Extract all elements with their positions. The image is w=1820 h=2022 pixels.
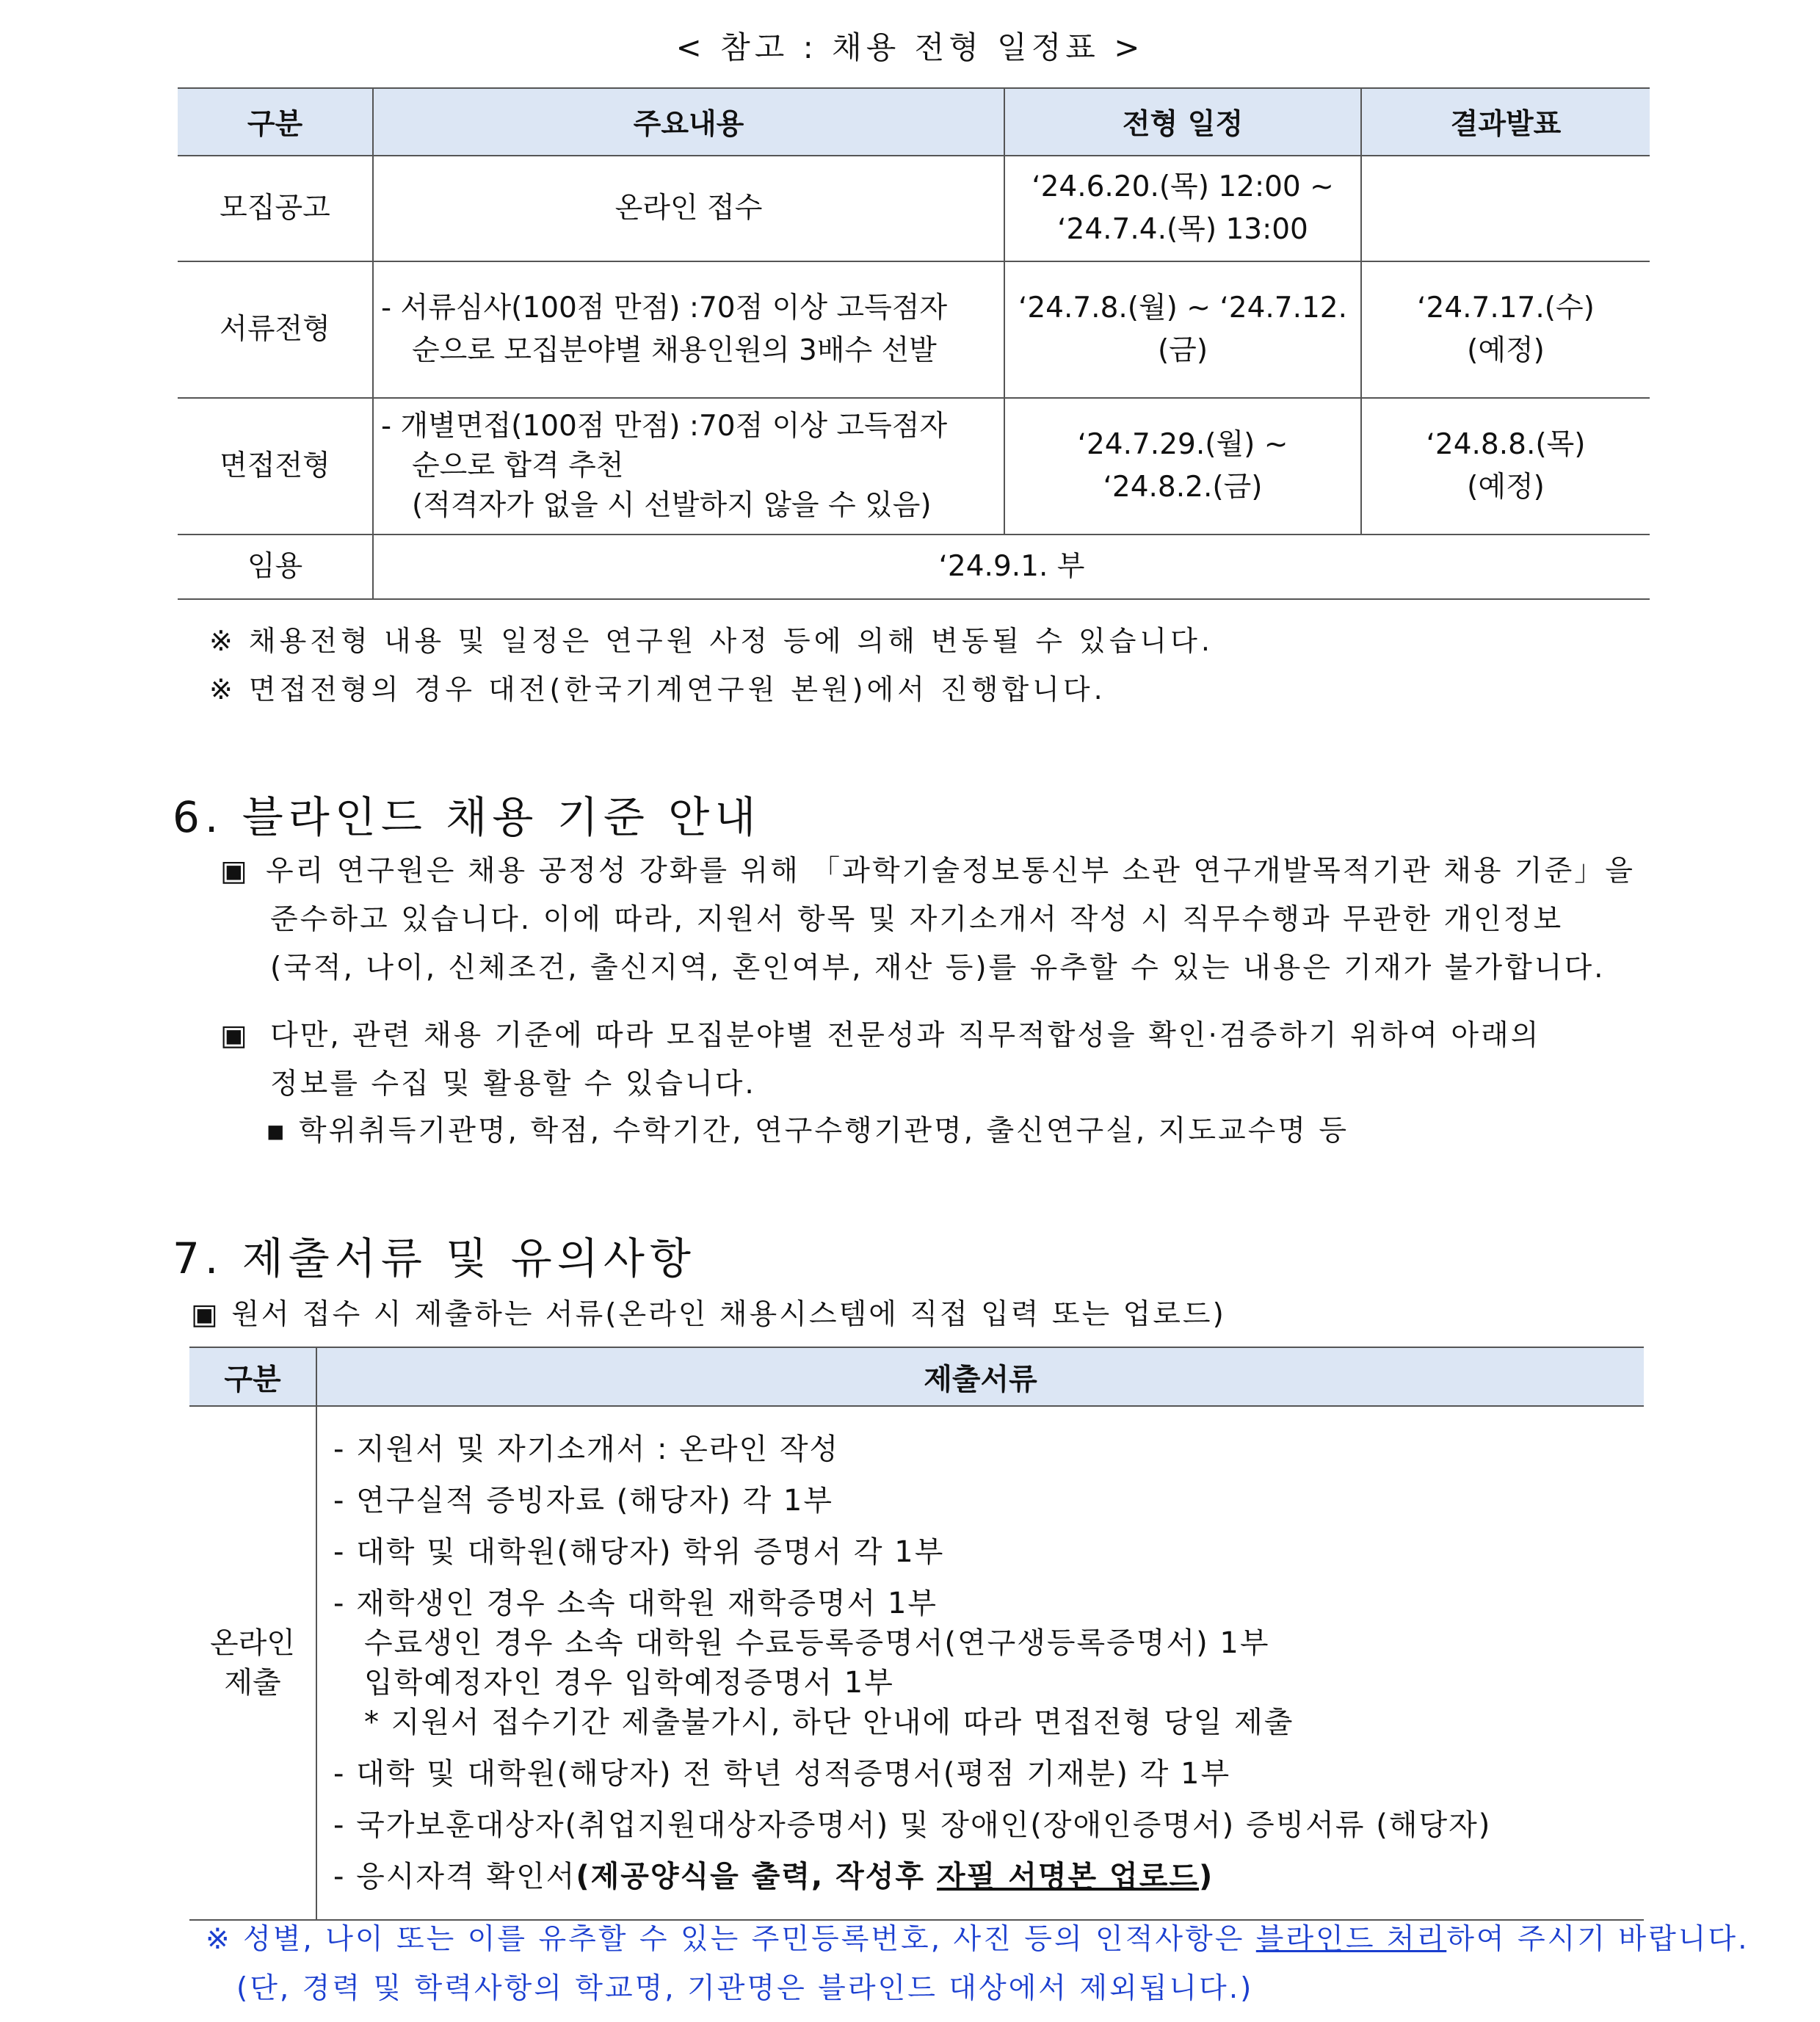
document-line: 수료생인 경우 소속 대학원 수료등록증명서(연구생등록증명서) 1부 (364, 1626, 1270, 1660)
document-item: - 국가보훈대상자(취업지원대상자증명서) 및 장애인(장애인증명서) 증빙서류 (해당자) (333, 1808, 1492, 1842)
document-item: - 연구실적 증빙자료 (해당자) 각 1부 (333, 1484, 833, 1518)
result-line: ‘24.8.8.(목) (1426, 428, 1586, 461)
content-cell (373, 261, 1004, 398)
table-row (178, 261, 1650, 398)
table-row (189, 1406, 1644, 1920)
document-item: - 대학 및 대학원(해당자) 전 학년 성적증명서(평점 기재분) 각 1부 (333, 1757, 1231, 1791)
table-row (178, 398, 1650, 535)
date-line: ‘24.7.29.(월) ~ (1077, 428, 1288, 461)
stage-cell: 임용 (178, 535, 373, 599)
paragraph-line: 다만, 관련 채용 기준에 따라 모집분야별 전문성과 직무적합성을 확인·검증하기 위하여 아래의 (270, 1019, 1541, 1052)
result-cell (1361, 261, 1650, 398)
category-line: 온라인 (210, 1626, 295, 1660)
schedule-caption: < 참고 : 채용 전형 일정표 > (675, 29, 1145, 65)
blind-note-prefix: ※ 성별, 나이 또는 이를 유추할 수 있는 주민등록번호, 사진 등의 인적사항은 (206, 1923, 1256, 1956)
column-header: 구분 (189, 1347, 316, 1406)
content-line: (적격자가 없을 시 선발하지 않을 수 있음) (412, 489, 932, 522)
content-cell (373, 398, 1004, 535)
bold-text: 제공양식을 출력, 작성후 (590, 1860, 937, 1894)
dates-cell (1004, 398, 1361, 535)
document-item (333, 1578, 1644, 1748)
blind-note (206, 1916, 1750, 1957)
table-header-row (178, 88, 1650, 156)
document-item: - 대학 및 대학원(해당자) 학위 증명서 각 1부 (333, 1535, 945, 1569)
column-header: 전형 일정 (1004, 88, 1361, 156)
dates-cell (1004, 156, 1361, 261)
column-header: 주요내용 (373, 88, 1004, 156)
date-line: ‘24.8.2.(금) (1103, 471, 1263, 504)
category-line: 제출 (224, 1666, 281, 1700)
document-item: - 지원서 및 자기소개서 : 온라인 작성 (333, 1432, 840, 1466)
result-line: ‘24.7.17.(수) (1417, 291, 1595, 325)
date-line: ‘24.7.4.(목) 13:00 (1057, 213, 1308, 246)
content-line: - 개별면접(100점 만점) :70점 이상 고득점자 (381, 410, 948, 443)
column-header: 구분 (178, 88, 373, 156)
schedule-table (178, 87, 1650, 600)
paren-close: ) (1198, 1860, 1214, 1894)
result-cell (1361, 156, 1650, 261)
blind-note-line2: (단, 경력 및 학력사항의 학교명, 기관명은 블라인드 대상에서 제외됩니다.) (236, 1972, 1254, 2005)
paren-open: ( (576, 1860, 591, 1894)
column-header: 결과발표 (1361, 88, 1650, 156)
document-line: * 지원서 접수기간 제출불가시, 하단 안내에 따라 면접전형 당일 제출 (364, 1706, 1294, 1739)
document-line: 입학예정자인 경우 입학예정증명서 1부 (364, 1666, 894, 1700)
paragraph-marker: ▣ (220, 1019, 250, 1052)
result-line: (예정) (1467, 334, 1545, 367)
submission-table (189, 1347, 1644, 1921)
result-line: (예정) (1467, 471, 1545, 504)
content-line: 순으로 합격 추천 (412, 449, 624, 482)
content-cell: 온라인 접수 (373, 156, 1004, 261)
stage-cell: 면접전형 (178, 398, 373, 535)
table-row (178, 535, 1650, 599)
document-item (333, 1851, 1644, 1902)
paragraph-line: (국적, 나이, 신체조건, 출신지역, 혼인여부, 재산 등)를 유추할 수 있는 내용은 기재가 불가합니다. (270, 952, 1606, 985)
content-line: - 서류심사(100점 만점) :70점 이상 고득점자 (381, 291, 948, 325)
paragraph-marker: ▣ (220, 855, 250, 888)
stage-cell: 모집공고 (178, 156, 373, 261)
document-line: - 재학생인 경우 소속 대학원 재학증명서 1부 (333, 1587, 938, 1620)
document-item-prefix: - 응시자격 확인서 (333, 1860, 576, 1894)
section-6-title: 6. 블라인드 채용 기준 안내 (173, 792, 761, 842)
dates-cell: ‘24.7.8.(월) ~ ‘24.7.12.(금) (1004, 261, 1361, 398)
blind-note-suffix: 하여 주시기 바랍니다. (1446, 1923, 1750, 1956)
category-cell (189, 1406, 316, 1920)
table-header-row (189, 1347, 1644, 1406)
paragraph-line: 정보를 수집 및 활용할 수 있습니다. (270, 1068, 756, 1101)
date-line: ‘24.6.20.(목) 12:00 ~ (1032, 170, 1334, 203)
stage-cell: 서류전형 (178, 261, 373, 398)
bold-underlined-text: 자필 서명본 업로드 (937, 1860, 1199, 1894)
blind-note-underlined: 블라인드 처리 (1255, 1923, 1447, 1956)
content-line: 순으로 모집분야별 채용인원의 3배수 선발 (412, 334, 937, 367)
paragraph-line: 준수하고 있습니다. 이에 따라, 지원서 항목 및 자기소개서 작성 시 직무수행과 무관한 개인정보 (270, 903, 1564, 936)
column-header: 제출서류 (316, 1347, 1644, 1406)
section-7-title: 7. 제출서류 및 유의사항 (173, 1233, 696, 1283)
documents-cell (316, 1406, 1644, 1920)
schedule-note: ※ 면접전형의 경우 대전(한국기계연구원 본원)에서 진행합니다. (209, 673, 1106, 706)
section-7-subtitle: ▣ 원서 접수 시 제출하는 서류(온라인 채용시스템에 직접 입력 또는 업로드) (191, 1298, 1226, 1331)
paragraph-line: 우리 연구원은 채용 공정성 강화를 위해 「과학기술정보통신부 소관 연구개발목적기관 채용 기준」을 (266, 855, 1635, 888)
schedule-note: ※ 채용전형 내용 및 일정은 연구원 사정 등에 의해 변동될 수 있습니다. (209, 625, 1214, 657)
merged-cell: ‘24.9.1. 부 (373, 535, 1650, 599)
table-row (178, 156, 1650, 261)
result-cell (1361, 398, 1650, 535)
section-6-bullet: ▪ 학위취득기관명, 학점, 수학기간, 연구수행기관명, 출신연구실, 지도교수명 등 (266, 1115, 1349, 1148)
